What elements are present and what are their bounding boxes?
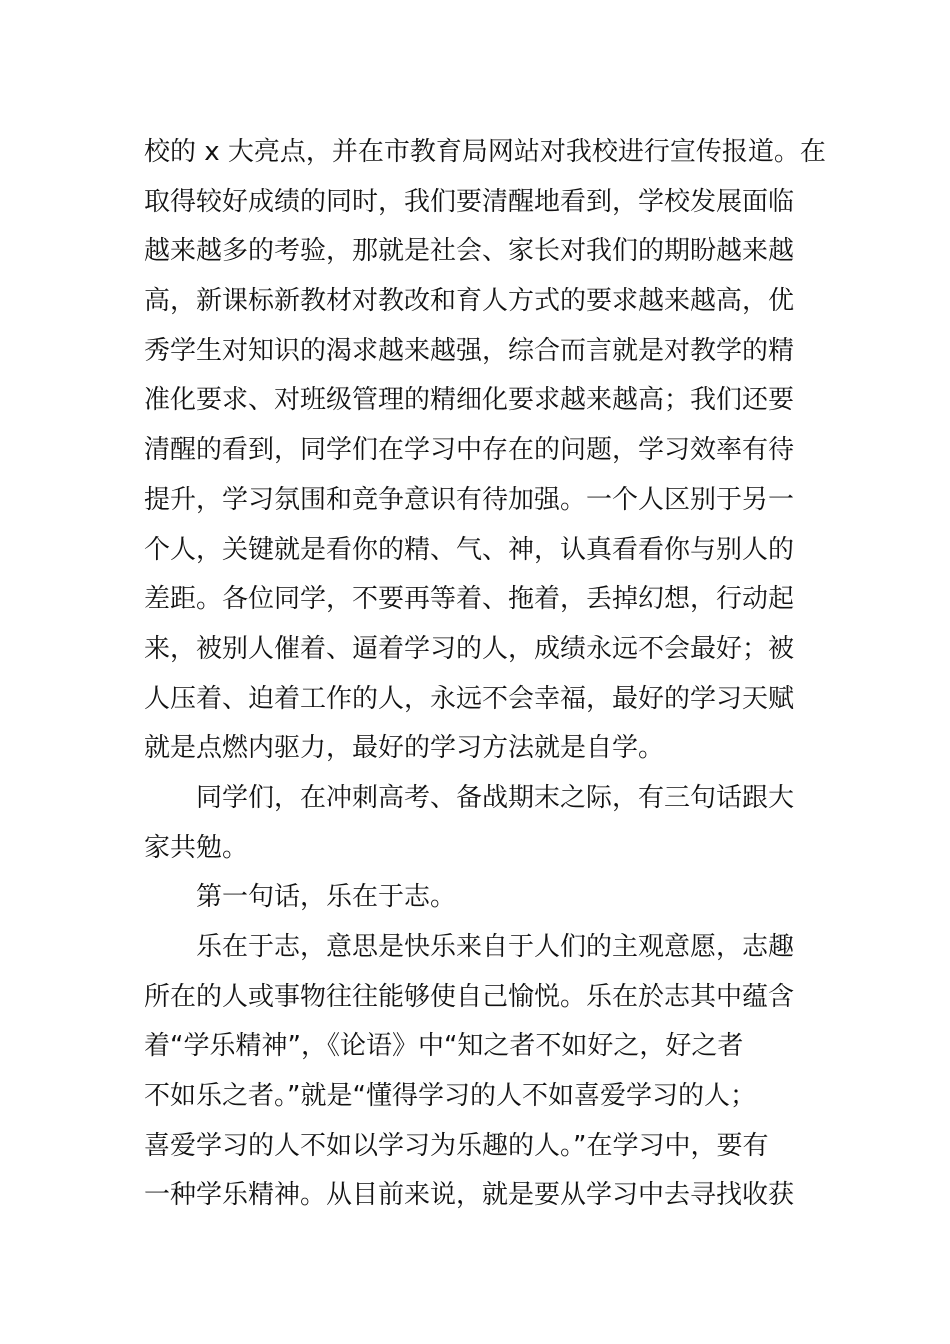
text-line: 越来越多的考验，那就是社会、家长对我们的期盼越来越 (144, 236, 795, 267)
text-line: 就是点燃内驱力，最好的学习方法就是自学。 (144, 733, 665, 764)
text-line: 人压着、迫着工作的人，永远不会幸福，最好的学习天赋 (144, 683, 795, 714)
text-line: 家共勉。 (144, 832, 249, 863)
text-line: 喜爱学习的人不如以学习为乐趣的人。”在学习中，要有 (144, 1130, 769, 1161)
text-line: 着“学乐精神”，《论语》中“知之者不如好之，好之者 (144, 1031, 744, 1062)
text-line: 取得较好成绩的同时，我们要清醒地看到，学校发展面临 (144, 186, 795, 217)
text-line: 准化要求、对班级管理的精细化要求越来越高；我们还要 (144, 385, 795, 416)
text-line: 来，被别人催着、逼着学习的人，成绩永远不会最好；被 (144, 633, 795, 664)
text-line: 高，新课标新教材对教改和育人方式的要求越来越高，优 (144, 286, 795, 317)
text-line: 一种学乐精神。从目前来说，就是要从学习中去寻找收获 (144, 1180, 795, 1211)
text-line: 提升，学习氛围和竞争意识有待加强。一个人区别于另一 (144, 484, 795, 515)
text-line: 不如乐之者。”就是“懂得学习的人不如喜爱学习的人； (144, 1081, 756, 1112)
paragraph-first-line: 乐在于志，意思是快乐来自于人们的主观意愿，志趣 (196, 932, 795, 962)
text-line: 差距。各位同学，不要再等着、拖着，丢掉幻想，行动起 (144, 584, 795, 615)
text-line: 所在的人或事物往往能够使自己愉悦。乐在於志其中蕴含 (144, 981, 795, 1012)
text-line: 个人，关键就是看你的精、气、神，认真看看你与别人的 (144, 534, 795, 565)
body-text (144, 128, 826, 1221)
section-heading: 第一句话，乐在于志。 (196, 882, 457, 913)
text-line: 秀学生对知识的渴求越来越强，综合而言就是对教学的精 (144, 335, 795, 366)
text-line: 清醒的看到，同学们在学习中存在的问题，学习效率有待 (144, 435, 795, 466)
paragraph-first-line: 同学们，在冲刺高考、备战期末之际，有三句话跟大 (196, 782, 795, 813)
text-line: 校的 x 大亮点，并在市教育局网站对我校进行宣传报道。在 (144, 137, 826, 167)
